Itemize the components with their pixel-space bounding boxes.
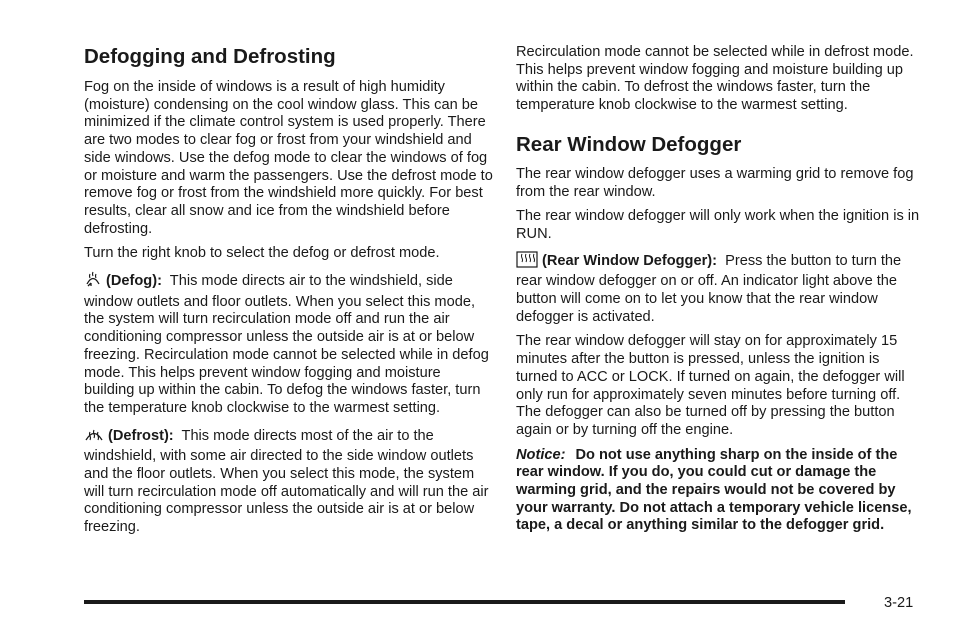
- left-column: [84, 44, 494, 544]
- defrost-paragraph: [84, 425, 494, 537]
- defog-paragraph: [84, 270, 494, 418]
- defog-icon: [84, 270, 102, 294]
- right-column: [516, 44, 922, 542]
- footer-rule: [84, 600, 845, 604]
- rear-p3: The rear window defogger will stay on for approximately 15 minutes after the button is pressed, unless the ignition is turned to ACC or LOCK. If turned on again, the defogger will only run for approximately seven minutes before turning off. The defogger can also be turned off by pressing the button again or by turning off the engine.: [516, 333, 905, 438]
- defrost-icon: [84, 425, 104, 449]
- defog-label: (Defog):: [106, 273, 162, 290]
- rear-defogger-label: (Rear Window Defogger):: [542, 252, 717, 269]
- rear-defogger-icon: [516, 251, 538, 274]
- defrost-label: (Defrost):: [108, 427, 174, 444]
- defrost-text: This mode directs most of the air to the windshield, with some air directed to the side window outlets and the floor outlets. When you select this mode, the system will turn recirculation mode off automatically and will run the air conditioning compressor unless the outside air is at or below freezing.: [84, 427, 489, 536]
- notice-text: Do not use anything sharp on the inside of the rear window. If you do, you could cut or damage the warming grid, and the repairs would not be covered by your warranty. Do not attach a temporary vehicle license, tape, a decal or anything similar to the defogger grid.: [516, 446, 912, 534]
- recirc-paragraph: Recirculation mode cannot be selected while in defrost mode. This helps prevent window fogging and moisture building up within the cabin. To defrost the windows faster, turn the temperature knob clockwise to the warmest setting.: [516, 44, 914, 114]
- defogging-heading: Defogging and Defrosting: [84, 45, 336, 68]
- rear-defogger-paragraph: [516, 251, 922, 327]
- rear-p1: The rear window defogger uses a warming grid to remove fog from the rear window.: [516, 165, 914, 200]
- page-number: 3-21: [884, 595, 914, 611]
- rear-window-defogger-heading: Rear Window Defogger: [516, 132, 742, 156]
- notice-paragraph: [516, 447, 922, 536]
- defog-text: This mode directs air to the windshield, side window outlets and floor outlets. When you select this mode, the system will turn recirculation mode off and run the air conditioning compressor unless the outside air is at or below freezing. Recirculation mode cannot be selected while in defog mode. This helps prevent window fogging and moisture building up within the cabin. To defog the windows faster, turn the temperature knob clockwise to the warmest setting.: [84, 273, 489, 416]
- intro-paragraph: Fog on the inside of windows is a result of high humidity (moisture) condensing on the cool window glass. This can be minimized if the climate control system is used properly. There are two modes to clear fog or frost from your windshield and side windows. Use the defog mode to clear the windows of fog or moisture and warm the passengers. Use the defrost mode to remove fog or frost from the windshield more quickly. For best results, clear all snow and ice from the windshield before defrosting.: [84, 79, 493, 237]
- notice-label: Notice:: [516, 446, 566, 463]
- rear-defogger-text: Press the button to turn the rear window defogger on or off. An indicator light above the button will come on to let you know that the rear window defogger is activated.: [516, 252, 902, 325]
- knob-paragraph: Turn the right knob to select the defog or defrost mode.: [84, 245, 440, 262]
- rear-p2: The rear window defogger will only work when the ignition is in RUN.: [516, 208, 920, 242]
